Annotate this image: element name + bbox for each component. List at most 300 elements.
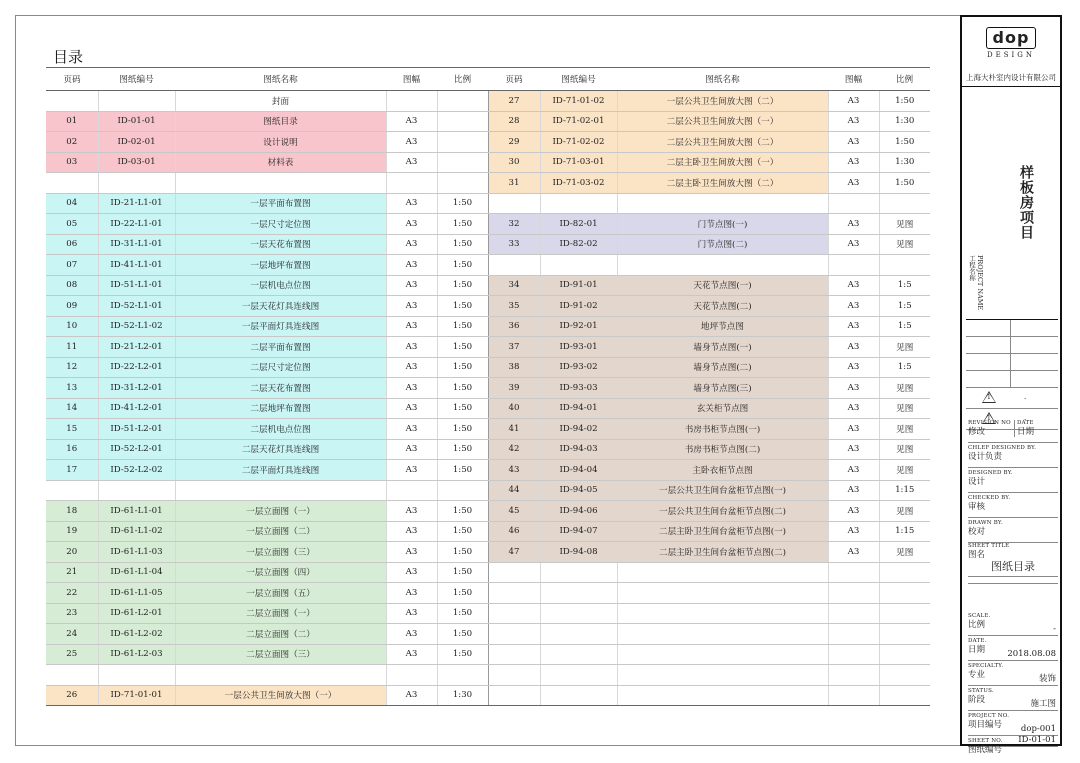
scale-cell: 1:50 [437,337,488,358]
drawing-name-cell [617,193,828,214]
page-no-cell: 32 [488,214,540,235]
table-row [46,398,930,419]
drawing-no-cell: ID-21-L1-01 [98,193,175,214]
drawing-no-cell: ID-52-L1-01 [98,296,175,317]
drawing-no-cell: ID-52-L2-02 [98,460,175,481]
scale-cell: 见图 [879,214,930,235]
scale-cell [437,91,488,112]
page-no-cell: 03 [46,152,98,173]
table-row [46,111,930,132]
page-no-cell: 09 [46,296,98,317]
drawing-no-cell: ID-03-01 [98,152,175,173]
scale-cell [879,685,930,706]
sheet-size-cell [386,480,437,501]
drawing-no-cell: ID-71-03-01 [540,152,617,173]
scale-cell: 见图 [879,501,930,522]
page-no-cell: 02 [46,132,98,153]
sheet-size-cell: A3 [828,173,879,194]
scale-cell [879,193,930,214]
drawing-name-cell [617,665,828,686]
scale-cell [879,255,930,276]
field-label-cn: 阶段 [968,695,986,705]
table-row [46,480,930,501]
table-row [46,214,930,235]
table-row [46,132,930,153]
scale-cell: 1:50 [437,234,488,255]
page-no-cell: 18 [46,501,98,522]
scale-cell: 见图 [879,378,930,399]
drawing-name-cell [617,685,828,706]
table-row [46,234,930,255]
title-block-field [968,495,1058,518]
title-block-field [968,420,1058,443]
sheet-size-cell: A3 [828,275,879,296]
drawing-name-cell: 一层地坪布置图 [175,255,386,276]
drawing-no-cell: ID-71-01-01 [98,685,175,706]
table-header [46,68,930,91]
drawing-no-cell [98,665,175,686]
sheet-size-cell [386,173,437,194]
sheet-size-cell: A3 [386,460,437,481]
sheet-size-cell [828,603,879,624]
sheet-size-cell: A3 [386,501,437,522]
field-label-cn: 日期 [1017,427,1035,437]
title-block-field [968,520,1058,543]
drawing-no-cell [540,685,617,706]
drawing-no-cell: ID-51-L1-01 [98,275,175,296]
page-no-cell: 04 [46,193,98,214]
sheet-size-cell: A3 [386,296,437,317]
table-row [46,460,930,481]
drawing-name-cell: 玄关柜节点图 [617,398,828,419]
page-no-cell: 45 [488,501,540,522]
field-value: 2018.08.08 [1007,649,1056,659]
drawing-no-cell: ID-61-L1-01 [98,501,175,522]
sheet-size-cell: A3 [386,542,437,563]
page-no-cell: 08 [46,275,98,296]
scale-cell: 见图 [879,419,930,440]
sheet-size-cell [828,665,879,686]
field-value: ID-01-01 [1018,735,1056,745]
table-row [46,255,930,276]
column-header: 图纸名称 [617,68,828,91]
drawing-name-cell: 一层天花布置图 [175,234,386,255]
sheet-size-cell: A3 [828,111,879,132]
field-value: dop-001 [1020,724,1056,734]
page-no-cell: 23 [46,603,98,624]
drawing-no-cell [540,665,617,686]
drawing-name-cell: 主卧衣柜节点图 [617,460,828,481]
page-no-cell [488,644,540,665]
page-no-cell: 29 [488,132,540,153]
field-label-cn: 比例 [968,620,986,630]
scale-cell: 1:50 [437,583,488,604]
drawing-name-cell: 二层公共卫生间放大图（二） [617,132,828,153]
drawing-no-cell: ID-41-L2-01 [98,398,175,419]
sheet-size-cell: A3 [828,480,879,501]
sheet-size-cell: A3 [828,91,879,112]
drawing-name-cell: 一层平面布置图 [175,193,386,214]
page-no-cell: 15 [46,419,98,440]
table-row [46,316,930,337]
scale-cell [437,132,488,153]
drawing-name-cell: 地坪节点图 [617,316,828,337]
drawing-name-cell: 二层平面布置图 [175,337,386,358]
drawing-name-cell: 二层机电点位图 [175,419,386,440]
sheet-size-cell: A3 [386,152,437,173]
sheet-size-cell: A3 [386,603,437,624]
drawing-name-cell: 图纸目录 [175,111,386,132]
column-header: 页码 [46,68,98,91]
scale-cell [437,665,488,686]
drawing-no-cell: ID-94-04 [540,460,617,481]
field-label-cn: 审核 [968,502,986,512]
page-no-cell: 07 [46,255,98,276]
drawing-no-cell: ID-22-L1-01 [98,214,175,235]
drawing-no-cell: ID-61-L1-05 [98,583,175,604]
table-row [46,296,930,317]
table-row [46,419,930,440]
sheet-size-cell: A3 [386,214,437,235]
column-header: 比例 [879,68,930,91]
field-label-en: DESIGNED BY. [968,470,1013,476]
table-row [46,603,930,624]
drawing-name-cell: 材料表 [175,152,386,173]
drawing-name-cell: 墙身节点图(一) [617,337,828,358]
page-no-cell: 17 [46,460,98,481]
page-no-cell [46,665,98,686]
drawing-no-cell: ID-71-03-02 [540,173,617,194]
drawing-name-cell [175,665,386,686]
sheet-size-cell: A3 [386,132,437,153]
sheet-size-cell: A3 [386,316,437,337]
page-no-cell: 38 [488,357,540,378]
drawing-no-cell: ID-61-L1-02 [98,521,175,542]
drawing-name-cell [617,255,828,276]
sheet-size-cell: A3 [386,255,437,276]
sheet-size-cell: A3 [386,439,437,460]
revision-grid [966,319,1058,430]
page-no-cell [488,193,540,214]
scale-cell [437,111,488,132]
sheet-size-cell: A3 [386,357,437,378]
drawing-no-cell [540,562,617,583]
logo-mark: dop [986,27,1037,49]
drawing-name-cell: 书房书柜节点图(二) [617,439,828,460]
table-row [46,542,930,563]
page-no-cell: 24 [46,624,98,645]
scale-cell: 1:50 [437,378,488,399]
column-header: 图纸编号 [98,68,175,91]
drawing-name-cell: 一层公共卫生间台盆柜节点图(二) [617,501,828,522]
field-label-cn: 专业 [968,670,986,680]
field-label-cn: 修改 [968,427,986,437]
drawing-name-cell: 二层立面图（三） [175,644,386,665]
sheet-size-cell: A3 [828,337,879,358]
scale-cell [437,152,488,173]
page-no-cell [488,603,540,624]
scale-cell: 1:50 [437,644,488,665]
drawing-no-cell: ID-94-03 [540,439,617,460]
sheet-size-cell [828,644,879,665]
drawing-name-cell: 二层平面灯具连线图 [175,460,386,481]
table-row [46,337,930,358]
scale-cell: 1:5 [879,357,930,378]
title-block [960,15,1062,755]
sheet-size-cell: A3 [828,357,879,378]
drawing-name-cell [617,562,828,583]
column-header: 比例 [437,68,488,91]
table-row [46,439,930,460]
sheet-size-cell: A3 [386,419,437,440]
drawing-name-cell: 一层机电点位图 [175,275,386,296]
page-no-cell: 12 [46,357,98,378]
scale-cell: 1:50 [437,439,488,460]
scale-cell: 1:50 [437,214,488,235]
table-row [46,583,930,604]
revision-triangle-icon [982,391,996,403]
drawing-name-cell [175,173,386,194]
page-no-cell: 26 [46,685,98,706]
field-value: 施工图 [1030,699,1056,709]
sheet-size-cell: A3 [828,378,879,399]
sheet-size-cell: A3 [386,398,437,419]
page-no-cell [46,173,98,194]
field-label-cn: 项目编号 [968,720,1003,730]
page-no-cell [488,562,540,583]
page-no-cell: 34 [488,275,540,296]
page-no-cell [488,624,540,645]
drawing-name-cell: 一层立面图（三） [175,542,386,563]
table-row [46,275,930,296]
table-row [46,624,930,645]
page-no-cell: 40 [488,398,540,419]
drawing-name-cell: 天花节点图(一) [617,275,828,296]
revision-dot: . [1024,393,1027,401]
sheet-size-cell [828,193,879,214]
scale-cell [879,562,930,583]
page-no-cell: 11 [46,337,98,358]
sheet-size-cell: A3 [386,111,437,132]
page-no-cell [46,91,98,112]
scale-cell [879,624,930,645]
page-no-cell: 19 [46,521,98,542]
drawing-no-cell: ID-61-L1-03 [98,542,175,563]
field-label-en: SCALE. [968,613,991,619]
field-label-en: DATE. [968,638,987,644]
drawing-no-cell: ID-93-02 [540,357,617,378]
table-row [46,378,930,399]
drawing-no-cell: ID-93-01 [540,337,617,358]
scale-cell: 1:30 [879,111,930,132]
title-block-field [968,613,1058,636]
drawing-no-cell [98,91,175,112]
page-no-cell: 10 [46,316,98,337]
drawing-no-cell: ID-31-L2-01 [98,378,175,399]
drawing-name-cell: 墙身节点图(三) [617,378,828,399]
scale-cell: 1:50 [437,419,488,440]
page-no-cell: 33 [488,234,540,255]
column-header: 图幅 [386,68,437,91]
drawing-no-cell [540,583,617,604]
scale-cell: 1:50 [437,296,488,317]
page-no-cell [488,665,540,686]
sheet-size-cell: A3 [828,460,879,481]
scale-cell: 1:50 [437,193,488,214]
field-label-en: CHECKED BY. [968,495,1011,501]
field-value: - [1053,624,1056,634]
scale-cell: 1:15 [879,521,930,542]
table-row [46,685,930,706]
scale-cell [879,665,930,686]
company-logo [962,27,1060,59]
title-block-field [968,470,1058,493]
page-no-cell: 22 [46,583,98,604]
drawing-name-cell [617,624,828,645]
revision-dot: . [1024,414,1027,422]
scale-cell [879,603,930,624]
drawing-no-cell [540,644,617,665]
drawing-name-cell: 一层平面灯具连线图 [175,316,386,337]
drawing-no-cell [540,255,617,276]
page-no-cell: 44 [488,480,540,501]
drawing-name-cell: 书房书柜节点图(一) [617,419,828,440]
sheet-size-cell: A3 [386,521,437,542]
drawing-no-cell: ID-94-01 [540,398,617,419]
page-no-cell: 25 [46,644,98,665]
sheet-size-cell: A3 [386,275,437,296]
drawing-name-cell: 一层公共卫生间台盆柜节点图(一) [617,480,828,501]
field-label-en: REVISION NO [968,420,1011,426]
sheet-size-cell: A3 [828,501,879,522]
scale-cell: 见图 [879,234,930,255]
title-block-field [968,663,1058,686]
drawing-no-cell: ID-61-L2-03 [98,644,175,665]
drawing-no-cell: ID-31-L1-01 [98,234,175,255]
revision-mark: 1 [987,415,991,422]
drawing-no-cell: ID-91-02 [540,296,617,317]
drawing-name-cell: 二层主卧卫生间放大图（二） [617,173,828,194]
drawing-name-cell: 墙身节点图(二) [617,357,828,378]
column-header: 页码 [488,68,540,91]
drawing-no-cell: ID-61-L1-04 [98,562,175,583]
drawing-name-cell: 门节点图(一) [617,214,828,235]
scale-cell: 1:30 [437,685,488,706]
title-block-field [968,688,1058,711]
sheet-size-cell: A3 [828,521,879,542]
scale-cell [437,173,488,194]
page-no-cell: 47 [488,542,540,563]
page-no-cell: 16 [46,439,98,460]
page-no-cell [488,685,540,706]
sheet-size-cell: A3 [386,644,437,665]
scale-cell: 见图 [879,542,930,563]
sheet-size-cell [386,91,437,112]
drawing-no-cell [540,624,617,645]
page-title: 目录 [53,48,84,66]
drawing-no-cell: ID-94-02 [540,419,617,440]
page-no-cell: 36 [488,316,540,337]
sheet-size-cell [828,255,879,276]
scale-cell: 见图 [879,460,930,481]
scale-cell: 1:5 [879,296,930,317]
field-label-en: DRAWN BY. [968,520,1003,526]
drawing-name-cell [617,583,828,604]
scale-cell: 1:50 [437,542,488,563]
drawing-name-cell: 门节点图(二) [617,234,828,255]
sheet-size-cell: A3 [386,337,437,358]
sheet-size-cell [828,624,879,645]
logo-subtext: DESIGN [987,51,1035,59]
page-no-cell: 13 [46,378,98,399]
drawing-catalog-table [46,67,930,706]
drawing-no-cell: ID-91-01 [540,275,617,296]
drawing-name-cell: 一层天花灯具连线图 [175,296,386,317]
drawing-name-cell: 二层天花布置图 [175,378,386,399]
drawing-no-cell: ID-94-08 [540,542,617,563]
scale-cell: 见图 [879,439,930,460]
scale-cell: 1:50 [879,173,930,194]
drawing-no-cell: ID-22-L2-01 [98,357,175,378]
page-no-cell: 27 [488,91,540,112]
drawing-name-cell [617,644,828,665]
drawing-name-cell: 二层公共卫生间放大图（一） [617,111,828,132]
scale-cell: 1:50 [437,603,488,624]
page-no-cell: 20 [46,542,98,563]
page-no-cell: 30 [488,152,540,173]
project-label-en: PROJECT NAME [976,255,984,311]
page-no-cell: 39 [488,378,540,399]
drawing-no-cell: ID-52-L2-01 [98,439,175,460]
table-row [46,521,930,542]
sheet-size-cell: A3 [828,296,879,317]
sheet-size-cell: A3 [828,234,879,255]
project-name-label [968,255,984,310]
title-block-field [968,735,1058,755]
sheet-size-cell: A3 [828,542,879,563]
scale-cell: 1:50 [437,398,488,419]
field-label-en: SHEET NO. [968,738,1003,744]
scale-cell: 1:50 [437,562,488,583]
sheet-size-cell: A3 [386,583,437,604]
table-row [46,665,930,686]
field-label-cn: 图名 [968,550,986,560]
field-label-en: CHLEF DESIGNED BY. [968,445,1037,451]
page-no-cell: 01 [46,111,98,132]
page-no-cell [488,255,540,276]
page-no-cell: 31 [488,173,540,194]
scale-cell: 1:50 [879,91,930,112]
drawing-name-cell: 二层立面图（二） [175,624,386,645]
drawing-no-cell: ID-82-02 [540,234,617,255]
scale-cell: 1:15 [879,480,930,501]
column-header: 图幅 [828,68,879,91]
field-label-en: DATE [1017,420,1034,426]
page-no-cell: 41 [488,419,540,440]
sheet-size-cell: A3 [828,132,879,153]
drawing-no-cell: ID-71-02-02 [540,132,617,153]
title-block-field [968,638,1058,661]
sheet-size-cell: A3 [828,398,879,419]
scale-cell [879,644,930,665]
scale-cell: 1:50 [437,521,488,542]
drawing-no-cell [540,193,617,214]
page-no-cell: 46 [488,521,540,542]
field-label-en: STATUS. [968,688,994,694]
page-no-cell: 28 [488,111,540,132]
scale-cell: 1:5 [879,316,930,337]
scale-cell [879,583,930,604]
